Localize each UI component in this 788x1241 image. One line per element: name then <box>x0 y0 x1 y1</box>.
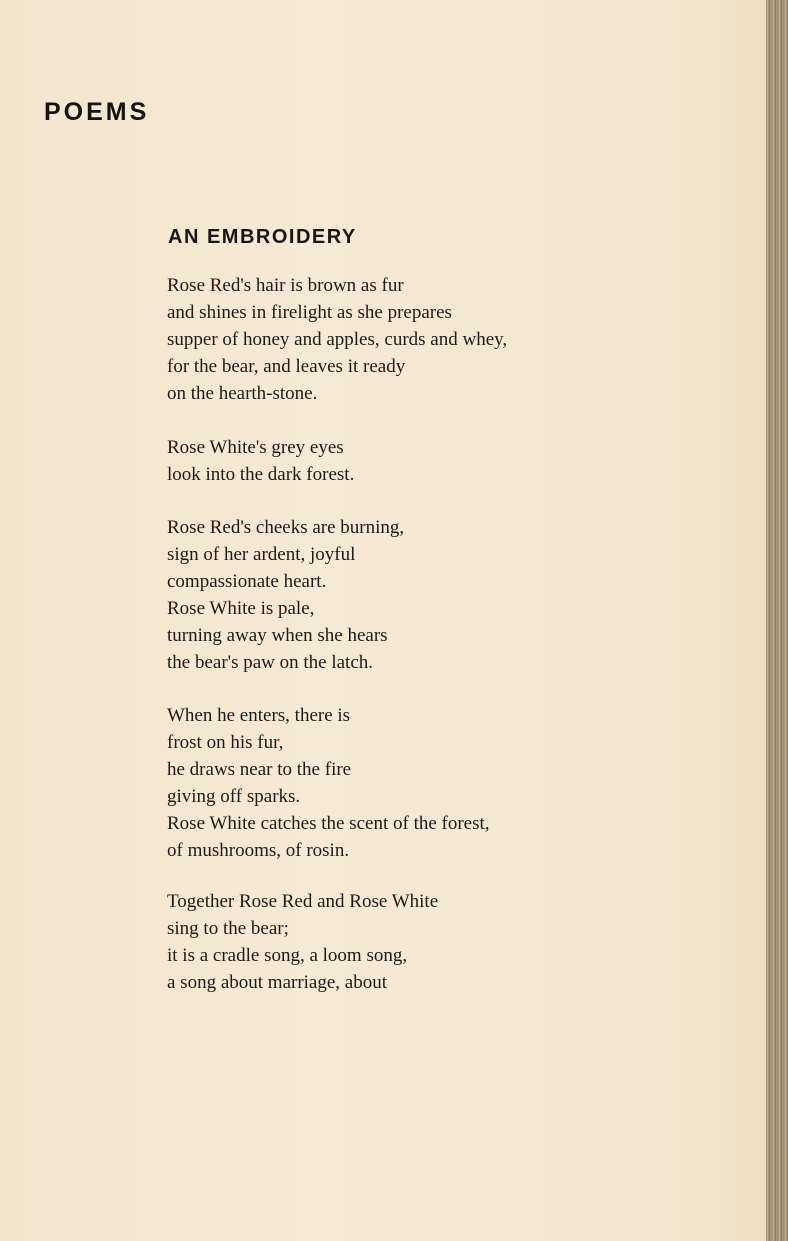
poem-line: compassionate heart. <box>167 571 327 592</box>
stanza-5 <box>167 888 438 996</box>
poem-line: and shines in firelight as she prepares <box>167 302 452 323</box>
stanza-2 <box>167 434 354 488</box>
poem-line: sing to the bear; <box>167 918 289 939</box>
poem-line: sign of her ardent, joyful <box>167 544 356 565</box>
poem-line: Rose Red's hair is brown as fur <box>167 275 404 296</box>
poem-line: When he enters, there is <box>167 705 351 726</box>
poem-line: look into the dark forest. <box>167 464 355 485</box>
poem-line: Rose White catches the scent of the forest, <box>167 813 490 834</box>
poem-line: he draws near to the fire <box>167 759 352 780</box>
poem-line: a song about marriage, about <box>167 972 388 993</box>
poem-line: giving off sparks. <box>167 786 301 807</box>
poem-line: turning away when she hears <box>167 625 388 646</box>
poem-line: Rose White is pale, <box>167 598 315 619</box>
poem-line: Together Rose Red and Rose White <box>167 891 439 912</box>
page-edge <box>766 0 788 1241</box>
poem-line: supper of honey and apples, curds and whey, <box>167 329 508 350</box>
stanza-1 <box>167 272 507 407</box>
poem-line: of mushrooms, of rosin. <box>167 840 350 861</box>
stanza-3 <box>167 514 404 676</box>
poem-line: on the hearth-stone. <box>167 383 318 404</box>
section-label: POEMS <box>44 98 150 126</box>
poem-line: for the bear, and leaves it ready <box>167 356 406 377</box>
poem-line: frost on his fur, <box>167 732 284 753</box>
poem-line: Rose Red's cheeks are burning, <box>167 517 405 538</box>
stanza-4 <box>167 702 490 864</box>
poem-line: it is a cradle song, a loom song, <box>167 945 408 966</box>
poem-line: the bear's paw on the latch. <box>167 652 374 673</box>
poem-line: Rose White's grey eyes <box>167 437 344 458</box>
poem-title: AN EMBROIDERY <box>168 226 357 248</box>
